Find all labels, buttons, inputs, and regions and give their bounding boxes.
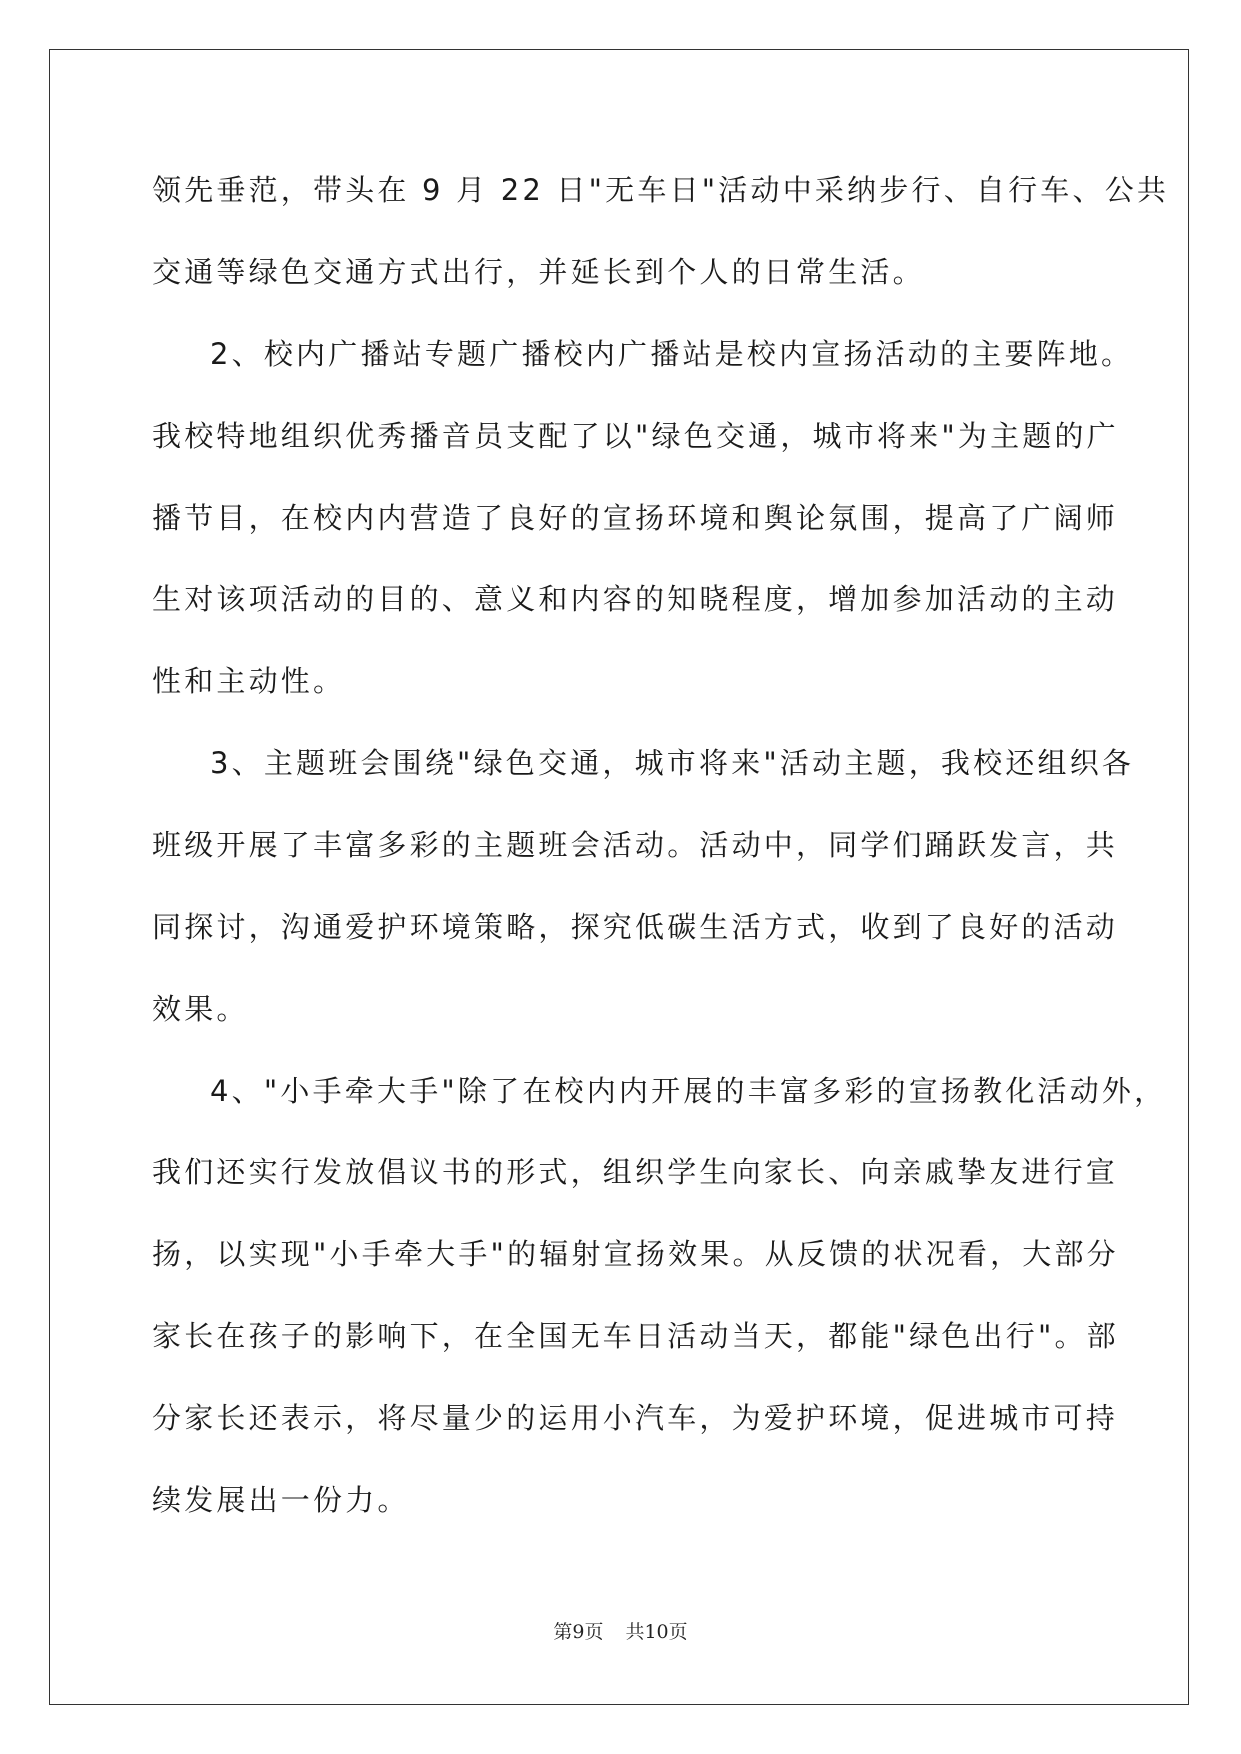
- page-total: 共10页: [625, 1621, 688, 1643]
- text-line: 班级开展了丰富多彩的主题班会活动。活动中，同学们踊跃发言，共: [152, 828, 1119, 862]
- text-line: 续发展出一份力。: [152, 1483, 410, 1517]
- page-border: [49, 49, 1189, 1705]
- text-line: 扬，以实现"小手牵大手"的辐射宣扬效果。从反馈的状况看，大部分: [152, 1237, 1119, 1271]
- text-line: 播节目，在校内内营造了良好的宣扬环境和舆论氛围，提高了广阔师: [152, 501, 1119, 535]
- text-line: 效果。: [152, 992, 249, 1026]
- text-line: 生对该项活动的目的、意义和内容的知晓程度，增加参加活动的主动: [152, 582, 1119, 616]
- page-footer: [0, 1617, 1241, 1644]
- text-line: 我们还实行发放倡议书的形式，组织学生向家长、向亲戚挚友进行宣: [152, 1155, 1119, 1189]
- text-line: 我校特地组织优秀播音员支配了以"绿色交通，城市将来"为主题的广: [152, 419, 1119, 453]
- paragraph-2-start: 2、校内广播站专题广播校内广播站是校内宣扬活动的主要阵地。: [210, 337, 1134, 371]
- text-line: 领先垂范，带头在 9 月 22 日"无车日"活动中采纳步行、自行车、公共: [152, 173, 1170, 207]
- text-line: 分家长还表示，将尽量少的运用小汽车，为爱护环境，促进城市可持: [152, 1401, 1119, 1435]
- page-number: 第9页: [553, 1621, 604, 1643]
- paragraph-3-start: 3、主题班会围绕"绿色交通，城市将来"活动主题，我校还组织各: [210, 746, 1135, 780]
- text-line: 同探讨，沟通爱护环境策略，探究低碳生活方式，收到了良好的活动: [152, 910, 1119, 944]
- text-line: 家长在孩子的影响下，在全国无车日活动当天，都能"绿色出行"。部: [152, 1319, 1119, 1353]
- text-line: 交通等绿色交通方式出行，并延长到个人的日常生活。: [152, 255, 925, 289]
- text-line: 性和主动性。: [152, 664, 346, 698]
- paragraph-4-start: 4、"小手牵大手"除了在校内内开展的丰富多彩的宣扬教化活动外，: [210, 1074, 1167, 1108]
